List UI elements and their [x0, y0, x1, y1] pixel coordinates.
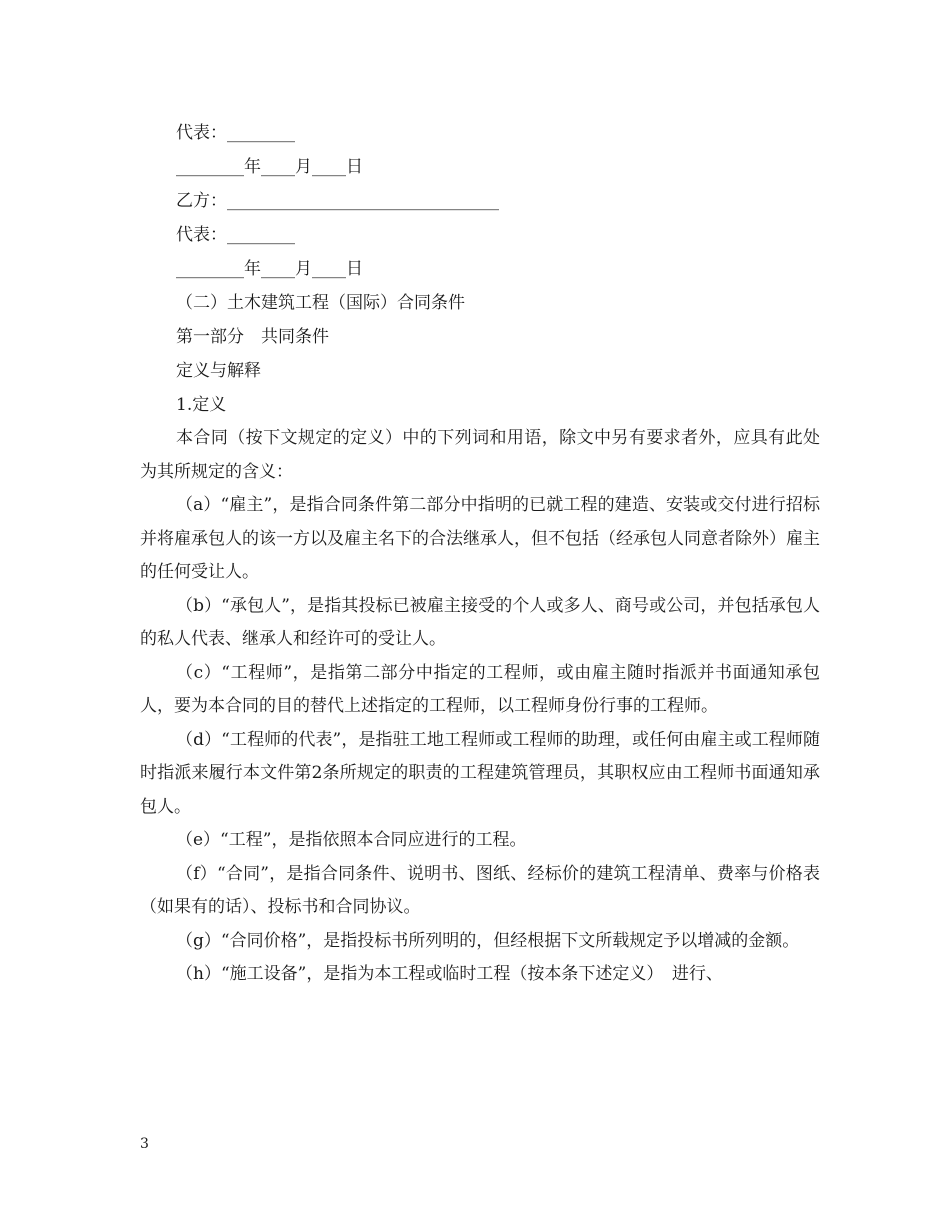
- document-body: [140, 116, 820, 992]
- representative-line-1: 代表：________: [176, 123, 295, 143]
- part-title: 第一部分 共同条件: [176, 327, 329, 347]
- definition-b: （b）“承包人”，是指其投标已被雇主接受的个人或多人、商号或公司，并包括承包人的私人代表、继承人和经许可的受让人。: [140, 595, 820, 649]
- definition-e: （e）“工程”，是指依照本合同应进行的工程。: [176, 830, 527, 850]
- party-b-line: 乙方：________________________________: [176, 191, 499, 211]
- definition-a: （a）“雇主”，是指合同条件第二部分中指明的已就工程的建造、安装或交付进行招标并将雇承包人的该一方以及雇主名下的合法继承人，但不包括（经承包人同意者除外）雇主的任何受让人。: [140, 495, 820, 582]
- date-line-1: ________年____月____日: [176, 157, 363, 177]
- definition-f: （f）“合同”，是指合同条件、说明书、图纸、经标价的建筑工程清单、费率与价格表（如果有的话）、投标书和合同协议。: [140, 863, 820, 917]
- clause-heading: 1.定义: [176, 395, 227, 415]
- page-number: 3: [140, 1136, 149, 1152]
- subsection-title: 定义与解释: [176, 361, 261, 381]
- definition-d: （d）“工程师的代表”，是指驻工地工程师或工程师的助理，或任何由雇主或工程师随时指派来履行本文件第2条所规定的职责的工程建筑管理员，其职权应由工程师书面通知承包人。: [140, 729, 820, 817]
- definition-h: （h）“施工设备”，是指为本工程或临时工程（按本条下述定义） 进行、: [176, 964, 723, 984]
- representative-line-2: 代表：________: [176, 225, 295, 245]
- definition-c: （c）“工程师”，是指第二部分中指定的工程师，或由雇主随时指派并书面通知承包人，要为本合同的目的替代上述指定的工程师，以工程师身份行事的工程师。: [140, 662, 820, 716]
- date-line-2: ________年____月____日: [176, 259, 363, 279]
- definition-g: （g）“合同价格”，是指投标书所列明的，但经根据下文所载规定予以增减的金额。: [176, 930, 800, 951]
- intro-paragraph: 本合同（按下文规定的定义）中的下列词和用语，除文中另有要求者外，应具有此处为其所规定的含义：: [140, 428, 820, 482]
- section-title: （二）土木建筑工程（国际）合同条件: [176, 293, 465, 313]
